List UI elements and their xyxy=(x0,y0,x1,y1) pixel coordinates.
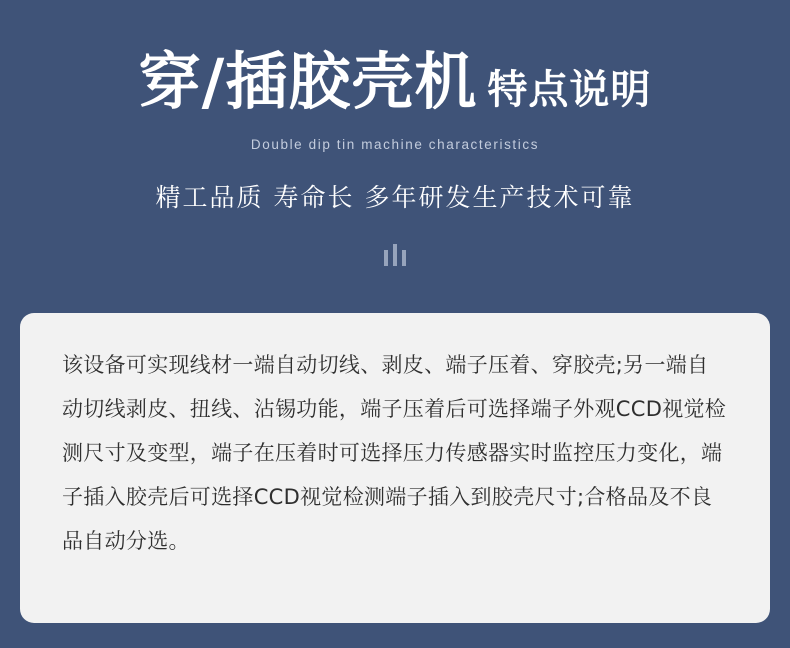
page-title xyxy=(0,46,790,117)
description-card xyxy=(20,313,770,623)
three-bars-divider-icon xyxy=(0,244,790,266)
divider-bar-left xyxy=(384,250,388,266)
title-sub: 特点说明 xyxy=(487,67,652,113)
divider-bar-center xyxy=(393,244,397,266)
subtitle-english: Double dip tin machine characteristics xyxy=(250,137,540,153)
page-header xyxy=(0,0,790,266)
tagline: 精工品质 寿命长 多年研发生产技术可靠 xyxy=(155,183,635,213)
divider-bar-right xyxy=(402,250,406,266)
description-text: 该设备可实现线材一端自动切线、剥皮、端子压着、穿胶壳;另一端自动切线剥皮、扭线、沾锡功能，端子压着后可选择端子外观CCD视觉检测尺寸及变型，端子在压着时可选择压力传感器实时监控压力变化，端子插入胶壳后可选择CCD视觉检测端子插入到胶壳尺寸;合格品及不良品自动分选。 xyxy=(62,353,727,553)
title-main: 穿/插胶壳机 xyxy=(138,45,478,118)
